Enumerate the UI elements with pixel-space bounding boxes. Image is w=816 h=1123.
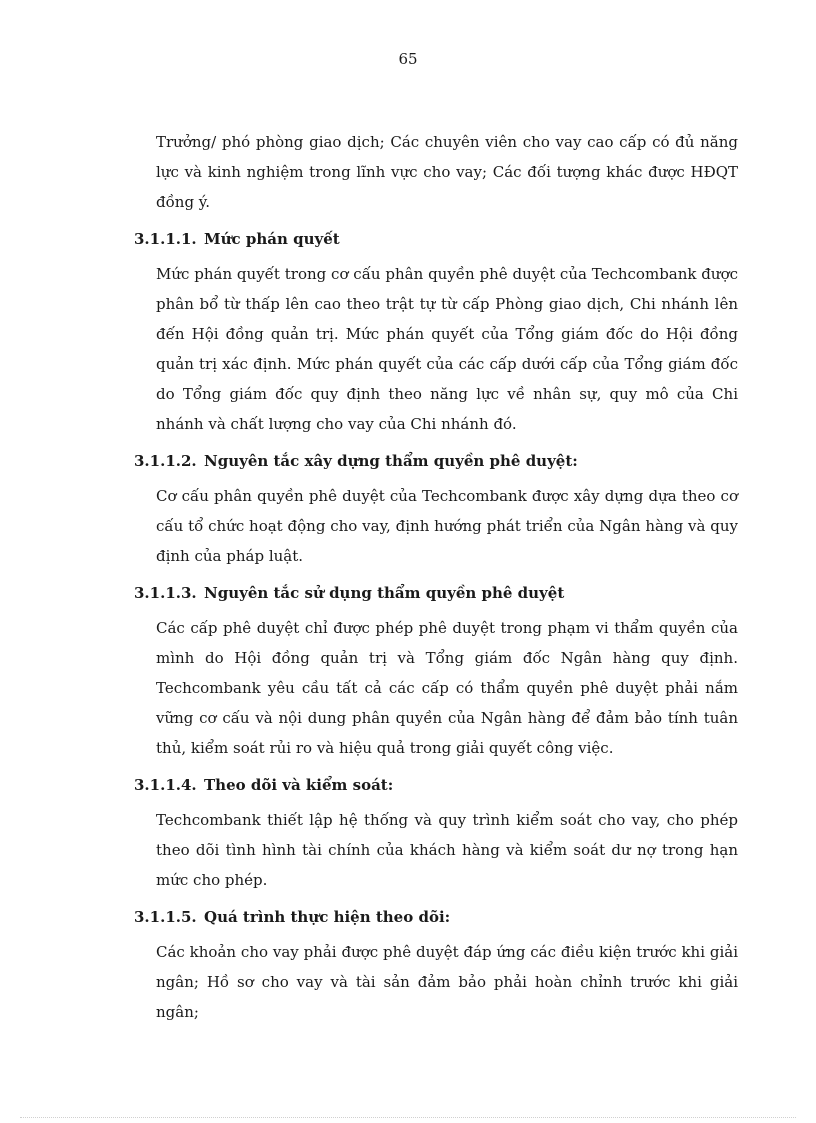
- section-title: Theo dõi và kiểm soát:: [204, 776, 394, 794]
- section-number: 3.1.1.4.: [134, 776, 197, 794]
- section-number: 3.1.1.3.: [134, 584, 197, 602]
- section-heading: [134, 581, 738, 605]
- section-heading: [134, 905, 738, 929]
- section-number: 3.1.1.2.: [134, 452, 197, 470]
- section-body: Các khoản cho vay phải được phê duyệt đáp ứng các điều kiện trước khi giải ngân; Hồ sơ cho vay và tài sản đảm bảo phải hoàn chỉnh trước khi giải ngân;: [156, 943, 738, 1021]
- section-body: Cơ cấu phân quyền phê duyệt của Techcombank được xây dựng dựa theo cơ cấu tổ chức hoạt động cho vay, định hướng phát triển của Ngân hàng và quy định của pháp luật.: [156, 487, 738, 565]
- section-title: Nguyên tắc sử dụng thẩm quyền phê duyệt: [204, 584, 565, 602]
- section-heading: [134, 227, 738, 251]
- section-heading: [134, 449, 738, 473]
- section-number: 3.1.1.1.: [134, 230, 197, 248]
- section-body: Mức phán quyết trong cơ cấu phân quyền phê duyệt của Techcombank được phân bổ từ thấp lên cao theo trật tự từ cấp Phòng giao dịch, Chi nhánh lên đến Hội đồng quản trị. Mức phán quyết của Tổng giám đốc do Hội đồng quản trị xác định. Mức phán quyết của các cấp dưới cấp của Tổng giám đốc do Tổng giám đốc quy định theo năng lực về nhân sự, quy mô của Chi nhánh và chất lượng cho vay của Chi nhánh đó.: [156, 265, 738, 433]
- section-title: Quá trình thực hiện theo dõi:: [204, 908, 451, 926]
- intro-paragraph: Trưởng/ phó phòng giao dịch; Các chuyên viên cho vay cao cấp có đủ năng lực và kinh nghiệm trong lĩnh vực cho vay; Các đối tượng khác được HĐQT đồng ý.: [156, 133, 738, 211]
- section-body: Techcombank thiết lập hệ thống và quy trình kiểm soát cho vay, cho phép theo dõi tình hình tài chính của khách hàng và kiểm soát dư nợ trong hạn mức cho phép.: [156, 811, 738, 889]
- section-title: Mức phán quyết: [204, 230, 340, 248]
- document-body: [134, 127, 738, 1037]
- section-number: 3.1.1.5.: [134, 908, 197, 926]
- section-body: Các cấp phê duyệt chỉ được phép phê duyệt trong phạm vi thẩm quyền của mình do Hội đồng quản trị và Tổng giám đốc Ngân hàng quy định. Techcombank yêu cầu tất cả các cấp có thẩm quyền phê duyệt phải nắm vững cơ cấu và nội dung phân quyền của Ngân hàng để đảm bảo tính tuân thủ, kiểm soát rủi ro và hiệu quả trong giải quyết công việc.: [156, 619, 738, 757]
- page-number: 65: [398, 50, 418, 68]
- bottom-divider: [20, 1117, 796, 1118]
- section-heading: [134, 773, 738, 797]
- section-title: Nguyên tắc xây dựng thẩm quyền phê duyệt:: [204, 452, 578, 470]
